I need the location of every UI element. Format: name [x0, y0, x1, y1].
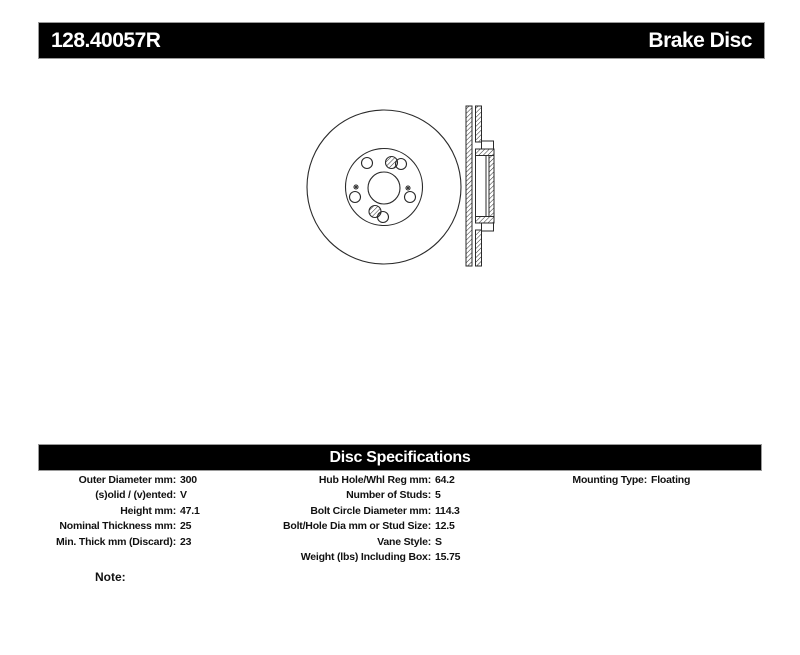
spec-value: 64.2 — [435, 474, 455, 486]
spec-value: 23 — [180, 535, 192, 548]
spec-row-bolt-hole-dia — [250, 519, 460, 534]
spec-label: Nominal Thickness mm: — [59, 520, 176, 533]
spec-value: 15.75 — [435, 551, 461, 564]
spec-label: Hub Hole/Whl Reg mm: — [318, 474, 431, 486]
spec-value: 12.5 — [435, 520, 455, 533]
spec-value: 5 — [435, 489, 441, 502]
note-label: Note: — [95, 570, 126, 584]
spec-label: Vane Style: — [377, 535, 431, 548]
spec-row-solid-vented — [38, 488, 200, 503]
spec-label: Mounting Type: — [572, 474, 647, 486]
spec-value: 47.1 — [180, 504, 200, 517]
spec-row-number-of-studs — [250, 488, 460, 503]
spec-value: V — [180, 489, 187, 502]
spec-value: 25 — [180, 520, 192, 533]
spec-label: Bolt Circle Diameter mm: — [310, 504, 431, 517]
spec-label: (s)olid / (v)ented: — [95, 489, 176, 502]
spec-row-vane-style — [250, 535, 460, 550]
spec-value: Floating — [651, 474, 691, 486]
spec-column-mounting — [555, 473, 690, 488]
spec-row-weight — [250, 550, 460, 565]
spec-label: Height mm: — [120, 504, 176, 517]
spec-label: Bolt/Hole Dia mm or Stud Size: — [282, 520, 431, 533]
spec-row-bolt-circle-diameter — [250, 504, 460, 519]
brake-disc-drawing — [285, 93, 510, 278]
spec-value: S — [435, 535, 442, 548]
spec-column-dimensions — [38, 473, 200, 550]
spec-section-title: Disc Specifications — [329, 448, 471, 466]
spec-value: 300 — [180, 474, 197, 486]
spec-column-hub — [250, 473, 460, 565]
header-bar — [38, 22, 765, 59]
spec-row-mounting-type — [555, 473, 690, 488]
brake-disc-front-view-icon — [307, 110, 461, 264]
spec-label: Outer Diameter mm: — [78, 474, 176, 486]
spec-value: 114.3 — [435, 504, 460, 517]
spec-label: Weight (lbs) Including Box: — [300, 551, 431, 564]
spec-row-min-thickness — [38, 535, 200, 550]
spec-section-bar — [38, 444, 762, 471]
spec-label: Number of Studs: — [346, 489, 431, 502]
spec-row-outer-diameter — [38, 473, 200, 488]
product-title: Brake Disc — [648, 28, 752, 52]
spec-row-hub-hole — [250, 473, 460, 488]
spec-row-height — [38, 504, 200, 519]
spec-label: Min. Thick mm (Discard): — [55, 535, 176, 548]
spec-row-nominal-thickness — [38, 519, 200, 534]
part-number: 128.40057R — [51, 28, 161, 52]
brake-disc-cross-section-icon — [466, 106, 494, 266]
